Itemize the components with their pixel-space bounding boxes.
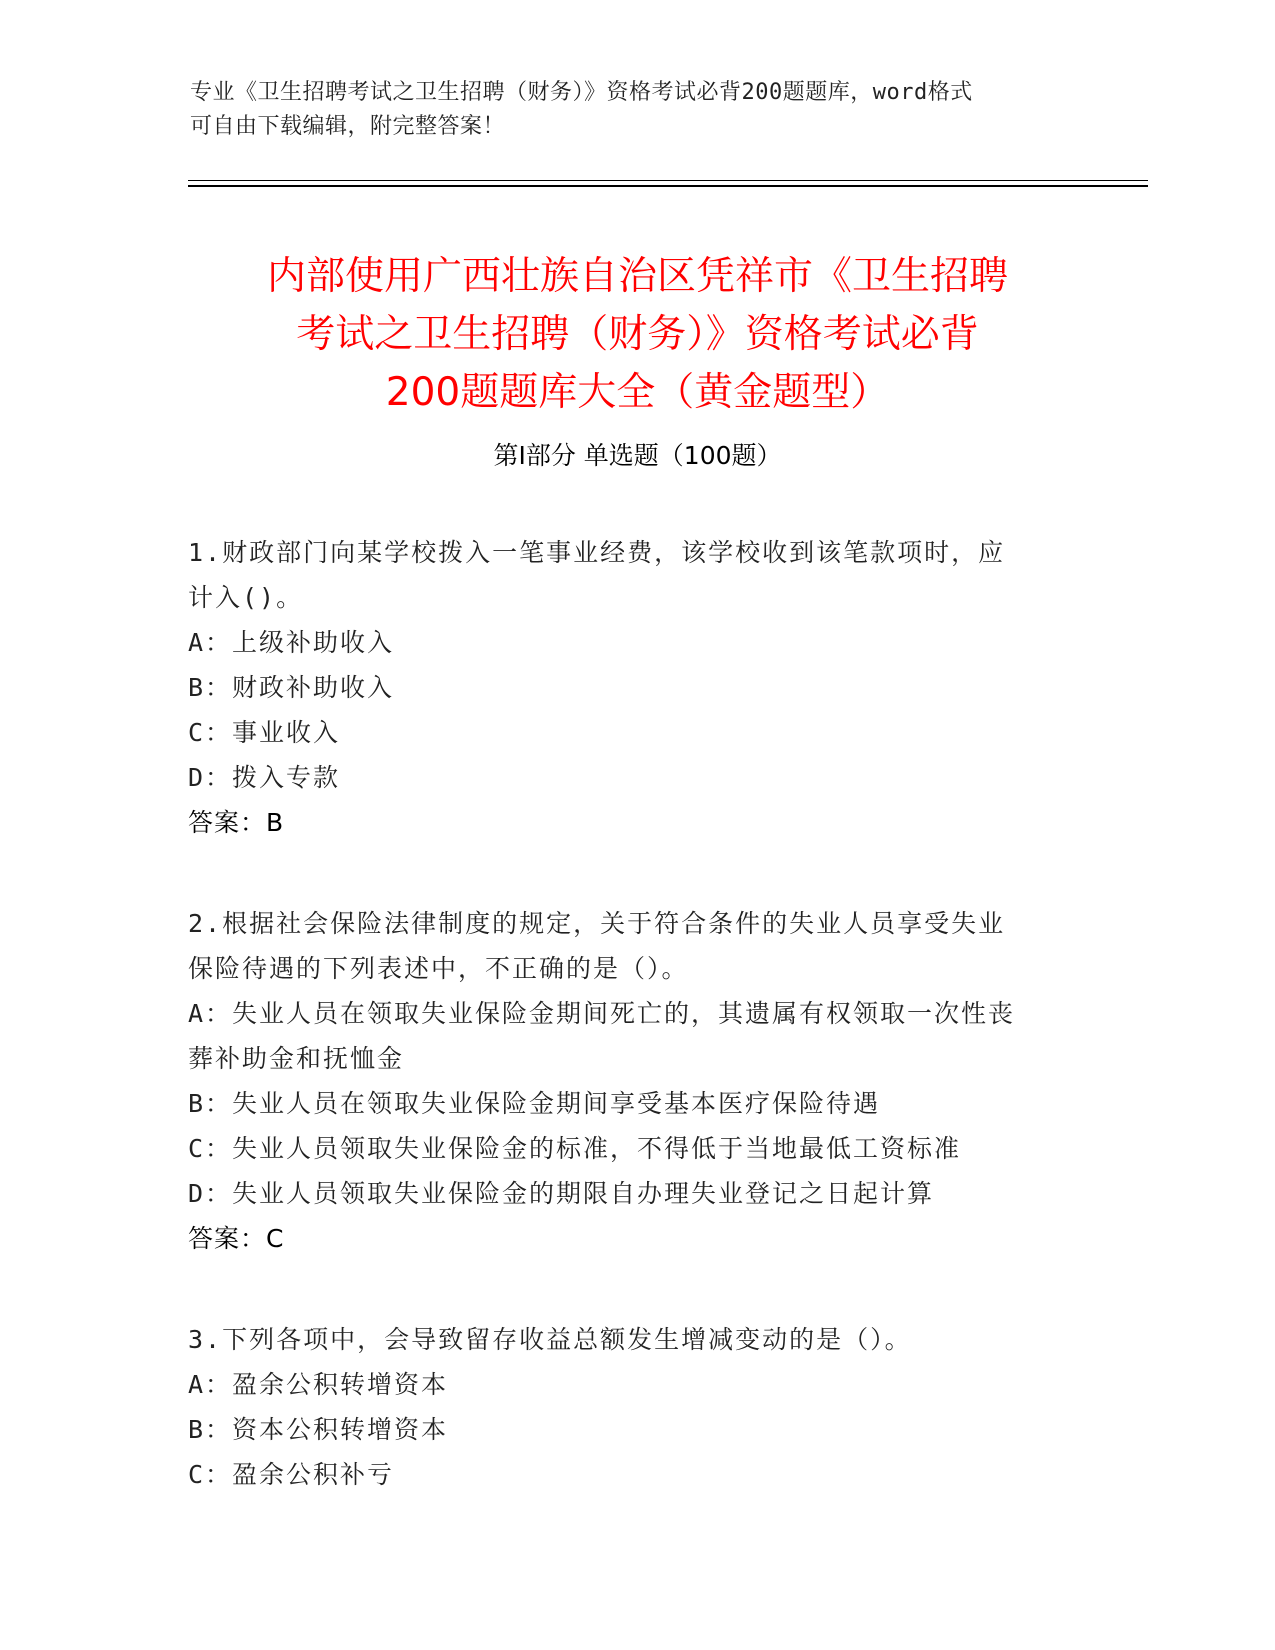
option-a: A：盈余公积转增资本 xyxy=(188,1370,449,1399)
option-d: D：失业人员领取失业保险金的期限自办理失业登记之日起计算 xyxy=(188,1179,935,1208)
option-c: C：事业收入 xyxy=(188,718,341,747)
document-title xyxy=(160,248,1115,422)
answer-line: 答案：C xyxy=(188,1224,285,1253)
header-divider-thin xyxy=(188,180,1148,181)
question-stem-line: 2.根据社会保险法律制度的规定，关于符合条件的失业人员享受失业 xyxy=(188,909,1006,938)
option-d: D：拨入专款 xyxy=(188,763,341,792)
question-1 xyxy=(188,530,1088,845)
option-b: B：失业人员在领取失业保险金期间享受基本医疗保险待遇 xyxy=(188,1089,881,1118)
header-note xyxy=(190,76,1070,144)
header-note-line-2: 可自由下载编辑，附完整答案！ xyxy=(190,114,506,139)
option-a: A：上级补助收入 xyxy=(188,628,395,657)
question-3 xyxy=(188,1317,1088,1497)
question-list xyxy=(188,530,1088,1553)
title-line-1: 内部使用广西壮族自治区凭祥市《卫生招聘 xyxy=(266,254,1008,300)
header-divider-thick xyxy=(188,185,1148,187)
option-c: C：失业人员领取失业保险金的标准，不得低于当地最低工资标准 xyxy=(188,1134,962,1163)
header-note-line-1: 专业《卫生招聘考试之卫生招聘（财务）》资格考试必背200题题库，word格式 xyxy=(190,80,973,105)
question-stem-line: 1.财政部门向某学校拨入一笔事业经费，该学校收到该笔款项时，应 xyxy=(188,538,1006,567)
option-b: B：财政补助收入 xyxy=(188,673,395,702)
question-stem-line: 保险待遇的下列表述中，不正确的是（）。 xyxy=(188,954,689,983)
option-a: A：失业人员在领取失业保险金期间死亡的，其遗属有权领取一次性丧 xyxy=(188,999,1016,1028)
section-title: 第Ⅰ部分 单选题（100题） xyxy=(493,441,782,470)
title-line-3: 200题题库大全（黄金题型） xyxy=(385,370,890,416)
question-stem-line: 计入()。 xyxy=(188,583,304,612)
answer-line: 答案：B xyxy=(188,808,285,837)
option-b: B：资本公积转增资本 xyxy=(188,1415,449,1444)
option-c: C：盈余公积补亏 xyxy=(188,1460,395,1489)
question-stem-line: 3.下列各项中，会导致留存收益总额发生增减变动的是（）。 xyxy=(188,1325,912,1354)
question-2 xyxy=(188,901,1088,1261)
title-line-2: 考试之卫生招聘（财务）》资格考试必背 xyxy=(296,312,979,358)
option-a-continued: 葬补助金和抚恤金 xyxy=(188,1044,405,1073)
